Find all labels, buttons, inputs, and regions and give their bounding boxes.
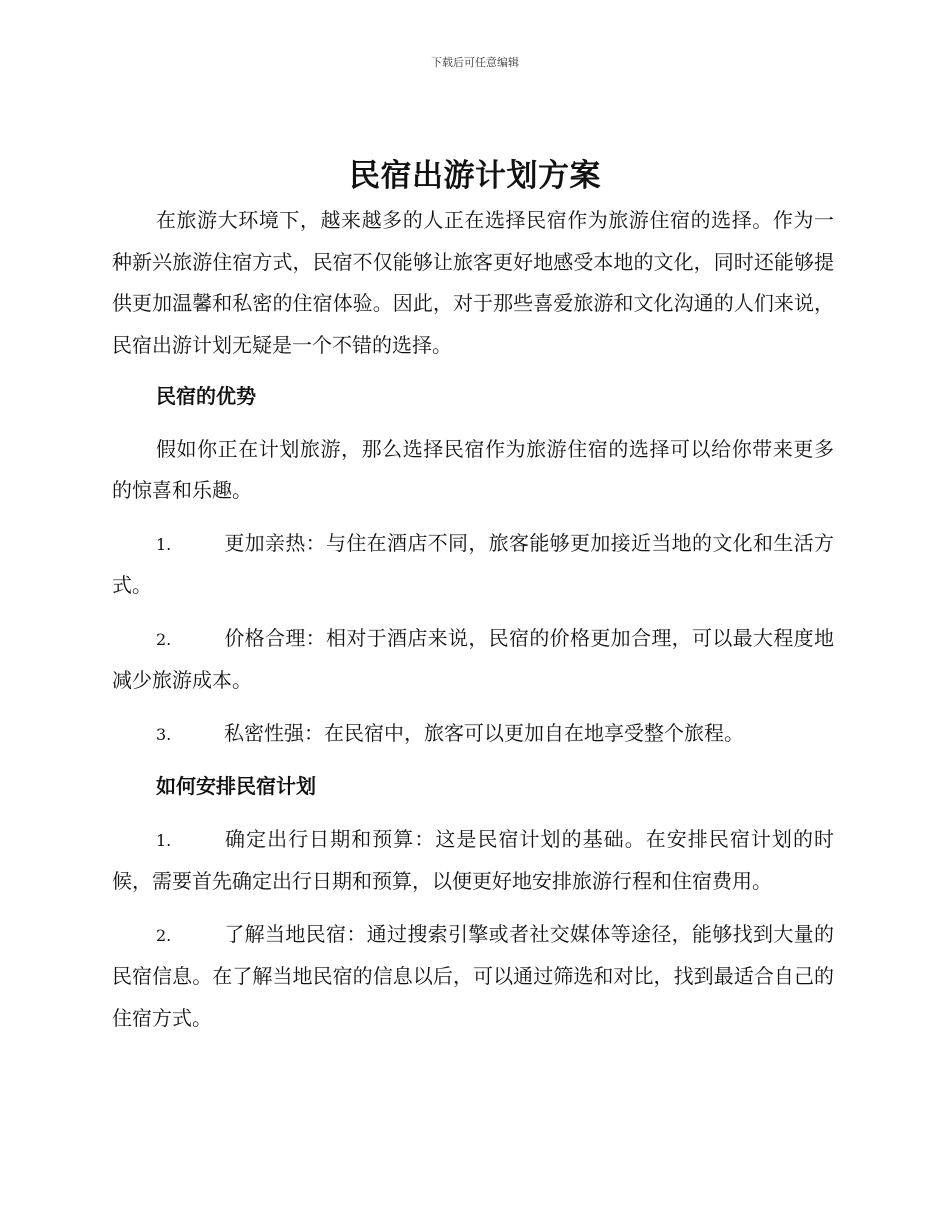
advantages-paragraph: 假如你正在计划旅游，那么选择民宿作为旅游住宿的选择可以给你带来更多的惊喜和乐趣。: [112, 436, 834, 502]
list-item-number: 1.: [156, 534, 172, 554]
list-item-text: 更加亲热：与住在酒店不同，旅客能够更加接近当地的文化和生活方式。: [112, 530, 834, 597]
list-item-text: 了解当地民宿：通过搜索引擎或者社交媒体等途径，能够找到大量的民宿信息。在了解当地民宿的信息以后，可以通过筛选和对比，找到最适合自己的住宿方式。: [112, 921, 834, 1030]
list-item-text: 价格合理：相对于酒店来说，民宿的价格更加合理，可以最大程度地减少旅游成本。: [112, 625, 834, 692]
section-heading-planning: 如何安排民宿计划: [156, 774, 316, 798]
list-item-number: 2.: [156, 925, 172, 945]
list-item: [112, 713, 834, 756]
section-heading-advantages: 民宿的优势: [156, 384, 256, 408]
list-item: [112, 523, 834, 607]
list-item-number: 2.: [156, 629, 172, 649]
intro-paragraph: 在旅游大环境下，越来越多的人正在选择民宿作为旅游住宿的选择。作为一种新兴旅游住宿方式，民宿不仅能够让旅客更好地感受本地的文化，同时还能够提供更加温馨和私密的住宿体验。因此，对于那些喜爱旅游和文化沟通的人们来说，民宿出游计划无疑是一个不错的选择。: [112, 208, 834, 357]
list-item-number: 1.: [156, 830, 172, 850]
document-title: 民宿出游计划方案: [349, 158, 601, 194]
header-note: 下载后可任意编辑: [431, 56, 519, 69]
list-item-text: 确定出行日期和预算：这是民宿计划的基础。在安排民宿计划的时候，需要首先确定出行日期和预算，以便更好地安排旅游行程和住宿费用。: [112, 826, 834, 893]
list-item-text: 私密性强：在民宿中，旅客可以更加自在地享受整个旅程。: [224, 720, 744, 745]
list-item-number: 3.: [156, 724, 172, 744]
list-item: [112, 618, 834, 702]
document-body: [112, 200, 834, 1050]
list-item: [112, 819, 834, 903]
list-item: [112, 914, 834, 1040]
